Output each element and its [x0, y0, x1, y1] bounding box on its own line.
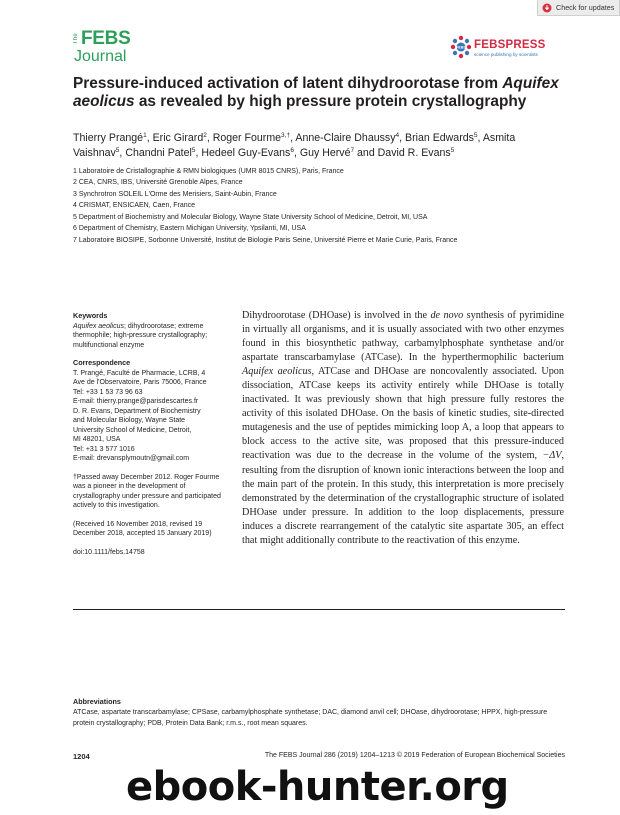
author-name: Asmita Vaishnav: [73, 132, 516, 159]
journal-citation: The FEBS Journal 286 (2019) 1204–1213 © 2019 Federation of European Biochemical Societies: [264, 752, 565, 759]
keywords-rest: ; dihydroorotase; extreme thermophile; high-pressure crystallography; multifunctional enzyme: [73, 322, 208, 349]
abstract-text: synthesis of pyrimidine in virtually all organisms, and it is usually associated with two other enzymes found in this biosynthetic pathway, carbamylphosphate synthetase and/or aspartate transcarbamylase (ATCase). In the hyperthermophilic bacterium: [242, 310, 564, 364]
dedication-note: †Passed away December 2012. Roger Fourme was a pioneer in the development of crystallography under pressure and participated actively to this investigation.: [73, 473, 221, 509]
author-list: Thierry Prangé$^1$, Eric Girard$^2$, Roger Fourme$^{3,\dagger}$, Anne-Claire Dhaussy$^4$, Brian Edwards$^5$, Asmita Vaishnav$^5$, Chandni Patel$^5$, Hedeel Guy-Evans$^6$, Guy Hervé$^7$ and David R. Evans$^5$: [73, 132, 516, 159]
correspondence-line: University School of Medicine, Detroit,: [73, 426, 192, 434]
section-divider: [73, 609, 565, 610]
correspondence-email[interactable]: E-mail: drevansplymoutn@gmail.com: [73, 455, 190, 462]
author-name: Chandni Patel: [125, 146, 192, 159]
author-affiliation-marker: 2: [203, 132, 207, 139]
title-part-1: Pressure-induced activation of latent dihydroorotase from: [73, 75, 499, 92]
check-for-updates-label: Check for updates: [556, 3, 615, 12]
correspondence-email[interactable]: E-mail: thierry.prange@parisdescartes.fr: [73, 398, 199, 405]
author-name: Hedeel Guy-Evans: [201, 146, 291, 159]
article-title: [73, 75, 573, 111]
correspondence-line: Tel: +33 1 53 73 96 63: [73, 388, 143, 396]
abstract-text: Dihydroorotase (DHOase) is involved in the: [242, 310, 431, 321]
author-affiliation-marker: 5: [450, 146, 455, 154]
febs-press-logo: [450, 35, 555, 65]
author-affiliation-marker: 5: [191, 146, 196, 154]
author-affiliation-marker: 3,†: [281, 132, 291, 139]
affiliation-item: 5 Department of Biochemistry and Molecular Biology, Wayne State University School of Medicine, Detroit, MI, USA: [73, 213, 428, 221]
correspondence-line: and Molecular Biology, Wayne State: [73, 417, 186, 424]
abstract-text: , ATCase and DHOase are noncovalently associated. Upon dissociation, ATCase keeps its activity entirely while DHOase is totally inactivated. It was previously shown that high pressure fully restores the activity of this isolated DHOase. On the basis of kinetic studies, site-directed mutagenesis and the use of peptides mimicking loop A, a loop that appears to block access to the active site, was proposed that this pressure-induced reactivation was due to the decrease in the volume of the system,: [242, 366, 564, 462]
title-species: Aquifex aeolicus: [73, 75, 559, 110]
logo-the: The: [73, 33, 79, 45]
received-dates: (Received 16 November 2018, revised 19 December 2018, accepted 15 January 2019): [73, 520, 212, 537]
affiliation-item: 2 CEA, CNRS, IBS, Université Grenoble Alpes, France: [73, 179, 243, 187]
correspondence-block: [73, 369, 233, 464]
affiliation-item: 7 Laboratoire BIOSIPE, Sorbonne Université, Institut de Biologie Paris Seine, Université Pierre et Marie Curie, Paris, France: [73, 236, 458, 244]
doi-link[interactable]: doi:10.1111/febs.14758: [73, 548, 145, 556]
logo-journal: Journal: [74, 48, 127, 65]
author-affiliation-marker: 1: [143, 132, 147, 139]
keywords-heading: Keywords: [73, 311, 108, 320]
affiliation-item: 3 Synchrotron SOLEIL L'Orme des Merisiers, Saint-Aubin, France: [73, 190, 277, 198]
watermark: ebook-hunter.org: [126, 764, 509, 810]
check-for-updates-badge[interactable]: [537, 0, 620, 16]
author-name: Brian Edwards: [405, 132, 474, 144]
correspondence-line: Tel: +31 3 577 1016: [73, 445, 135, 453]
author-name: Eric Girard: [152, 132, 204, 144]
title-part-2: as revealed by high pressure protein crystallography: [134, 93, 527, 110]
author-name: Thierry Prangé: [73, 132, 144, 144]
affiliation-item: 4 CRISMAT, ENSICAEN, Caen, France: [73, 202, 196, 210]
author-affiliation-marker: 5: [115, 146, 120, 154]
update-icon: [542, 3, 552, 13]
correspondence-line: Ave de l'Observatoire, Paris 75006, France: [73, 379, 207, 386]
article-sidebar: [73, 311, 233, 557]
abstract-delta-v: −ΔV: [542, 450, 562, 462]
abstract: [242, 309, 564, 548]
author-name: David R. Evans: [377, 146, 451, 159]
abbreviations: [73, 696, 565, 730]
keyword-species: Aquifex aeolicus: [73, 322, 124, 330]
correspondence-heading: Correspondence: [73, 358, 131, 367]
author-name: Roger Fourme: [212, 132, 282, 144]
publisher-name: FEBSPRESS: [474, 39, 546, 51]
author-affiliation-marker: 4: [395, 132, 400, 139]
affiliation-list: [73, 166, 573, 246]
correspondence-line: D. R. Evans, Department of Biochemistry: [73, 407, 201, 415]
abbreviations-text: ATCase, aspartate transcarbamylase; CPSase, carbamylphosphate synthetase; DAC, diamond anvil cell; DHOase, dihydroorotase; HPPX, high-pressure protein crystallography; PDB, Protein Data Bank; r.m.s., root mean squares.: [73, 709, 548, 728]
abstract-emphasis: de novo: [430, 310, 464, 321]
author-affiliation-marker: 6: [290, 146, 294, 154]
abstract-species: Aquifex aeolicus: [242, 366, 312, 378]
author-affiliation-marker: 5: [473, 132, 478, 139]
affiliation-item: 1 Laboratoire de Cristallographie & RMN biologiques (UMR 8015 CNRS), Paris, France: [73, 168, 344, 175]
publisher-tagline: science publishing by scientists: [474, 52, 538, 57]
febs-journal-logo: [73, 28, 145, 66]
abbreviations-heading: Abbreviations: [73, 697, 121, 706]
abstract-text: , resulting from the disruption of known ionic interactions between the loop and the main part of the protein. In this study, this interpretation is more precisely demonstrated by the determination of the crystallographic structure of isolated DHOase under pressure. In addition to the loop displacements, pressure induces a discrete rearrangement of the catalytic site aspartate 305, an effect that might additionally contribute to the reactivation of this enzyme.: [242, 450, 564, 546]
author-name: Guy Hervé: [299, 146, 351, 159]
keywords-text: [73, 322, 233, 351]
logo-febs: FEBS: [81, 28, 131, 49]
page-number: 1204: [73, 752, 90, 761]
correspondence-line: MI 48201, USA: [73, 436, 121, 443]
correspondence-line: T. Prangé, Faculté de Pharmacie, LCRB, 4: [73, 369, 206, 377]
author-affiliation-marker: 7: [350, 146, 355, 154]
affiliation-item: 6 Department of Chemistry, Eastern Michigan University, Ypsilanti, MI, USA: [73, 225, 306, 233]
author-name: Anne-Claire Dhaussy: [295, 132, 396, 144]
febs-press-dots-icon: [450, 35, 472, 59]
svg-text:FEBS: FEBS: [456, 45, 466, 50]
